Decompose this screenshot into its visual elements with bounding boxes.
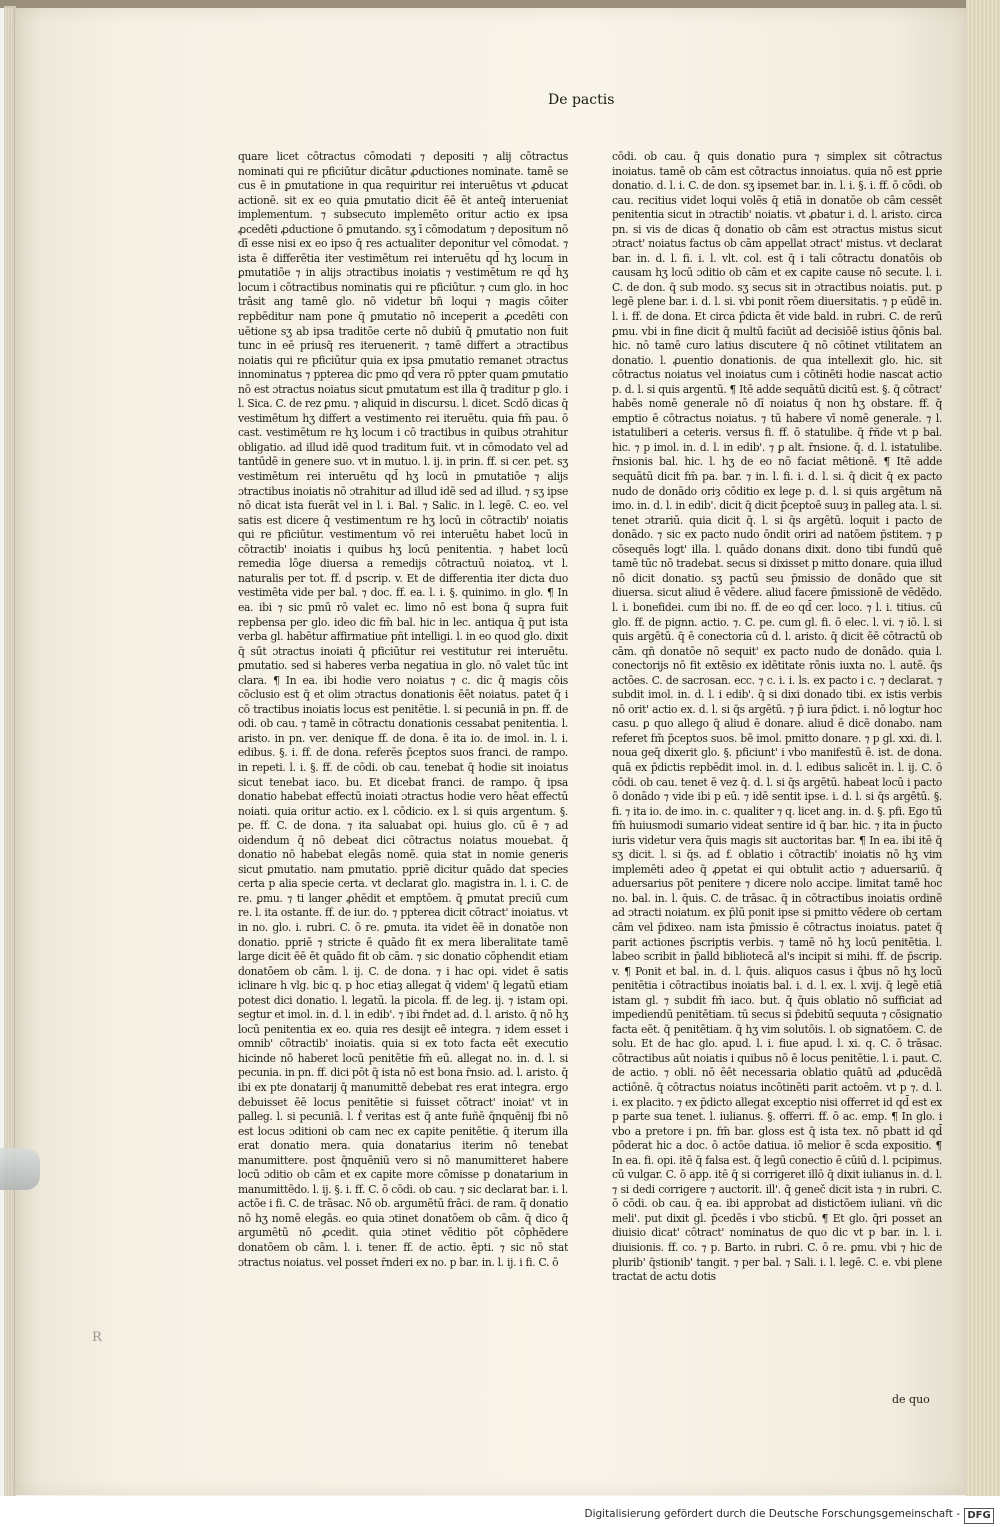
column-left-text: quare licet cōtractus cōmodati ⁊ depositi ⁊ alij cōtractus nominati qui re pficiūtur dicātur ꝓductiones nominate. tamē se cus ē in ꝑmutatione in qua requiritur rei interuētus vt ꝓducat actionē. sit ex eo quia ꝑmutatio dicit ēē ēt anteq̄ interueniat implementum. ⁊ subsecuto implemēto oritur actio ex ipsa ꝓcedēti ꝓductione ō ꝑmutando. sʒ ī cōmodatum ⁊ depositum nō dī esse nisi ex eo ipso q̄ res actualiter deponitur vel cōmodat. ⁊ ista ē differētia iter vestimētum rei interuētu qd̄ hʒ locum in ꝑmutatiōe ⁊ in alijs ɔtractibus inoiatis ⁊ vestimētum re qd̄ hʒ locum i cōtractibus nominatis qui re pficiūtur. ⁊ cum glo. in hoc trāsit ang tamē glo. nō videtur bn̄ loqui ⁊ magis cōiter repbēditur nam pone q̄ ꝑmutatio nō inceperit a ꝓcedēti con uētione sʒ ab ipsa traditōe certe nō dubiū q̄ ꝑmutatio non fuit tunc in eē priusq̄ res iteruenerit. ⁊ tamē differt a ɔtractibus noiatis qui re pficiūtur quia ex ipsa ꝑmutatio remanet ɔtractus innominatus ⁊ ppterea dic pmo qd̄ vera rō ppter quam ꝑmutatio nō est ɔtractus noiatus sicut ꝑmutatum est illa q̄ traditur p glo. i l. Sica. C. de rez ꝑmu. ⁊ aliquid in discursu. l. dicet. Scdō dicas q̄ vestimētum hʒ differt a vestimento rei iteruētu. quia fm̄ pau. ō cast. vestimētum re hʒ locum i cō tractibus in quibus ɔtrahitur obligatio. ad illud idē quod traditum fuit. vt in cōmodato vel ad tantūdē in genere suo. vt in mutuo. l. ij. in prin. ff. si cer. pet. sʒ vestimētum rei interuētu qd̄ hʒ locū in ꝑmutatiōe ⁊ alijs ɔtractibus inoiatis nō ɔtrahitur ad illud idē sed ad illud. ⁊ sʒ ipse nō dicat ista fuerāt vel in l. i. Bal. ⁊ Salic. in l. legē. C. eo. vel satis est dicere q̄ vestimentum re hʒ locū in cōtractib' noiatis qui re pficiūtur. vestimentum vō rei interuētu habet locū in cōtractib' inoiatis i quibus hʒ locū penitentia. ⁊ habet locū remedia lōge diuersa a remedijs cōtractuū noiatoꝝ. vt l. naturalis per tot. ff. ḋ pscrip. v. Et de differentia iter dicta duo vestimēta vide per bal. ⁊ doc. ff. ea. l. i. §. quinimo. in glo. ¶ In ea. ibi ⁊ sic pmū rō valet ec. limo nō est bona q̄ supra fuit repbensa per glo. ideo dic fm̄ bal. hic in lec. antiqua q̄ put ista verba gl. habētur affirmatiue pñt intelligi. l. in eo quod glo. dixit q̄ sūt ɔtractus inoiati q̄ pficiūtur rei vestitutur rei interuētu. ꝑmutatio. sed si haberes verba negatiua in glo. nō valet tūc int clara. ¶ In ea. ibi hodie vero noiatus ⁊ c. dic q̄ magis cōis cōclusio est q̄ et olim ɔtractus donationis ēēt noiatus. patet q̄ i cō tractibus inoiatis locus est penitētie. l. si pecuniā in pn. ff. de odi. ob cau. ⁊ tamē in cōtractu donationis cessabat penitentia. l. aristo. in pn. ver. denique ff. de dona. ē ita io. de imol. in. l. i. edibus. §. i. ff. de dona. referēs p̄ceptos suos franci. de rampo. in repeti. l. i. §. ff. de cōdi. ob cau. tenebat q̄ hodie sit inoiatus sicut tenebat iaco. bu. Et dicebat franci. de rampo. q̄ ipsa donatio habebat effectū inoiati ɔtractus hodie vero hēat effectū noiati. quia oritur actio. ex l. cōdicio. ex l. si quis argentum. §. pe. ff. C. de dona. ⁊ ita saluabat opi. huius glo. cū ē ⁊ ad oidendum q̄ nō debeat dici cōtractus noiatus mouebat. q̄ donatio nō habebat elegās nomē. quia stat in nomie generis sicut ꝑmutatio. nam ꝑmutatio. ppriē dicitur quādo dat species certa p alia specie certa. vt declarat glo. magistra in. l. i. C. de re. ꝑmu. ⁊ ti langer ꝓhēdit et emptōem. q̄ ꝑmutat preciū cum re. l. ita ostante. ff. de iur. do. ⁊ ppterea dicit cōtract' inoiatus. vt in no. glo. i. rubri. C. ō re. ꝑmuta. ita videt ēē in donatōe non donatio. ppriē ⁊ stricte ē quādo fit ex mera liberalitate tamē large dicit ēē ēt quādo fit ob cām. ⁊ sic donatio cōphendit etiam donatōem ob cām. l. ij. C. de dona. ⁊ i hac opi. videt ē satis iclinare h vlg. bic q. p hoc etiaȝ allegat q̄ videm' q̄ legatū etiam potest dici donatio. l. legatū. la picola. ff. de leg. ij. ⁊ istam opi. segtur et imol. in. d. l. in edib'. ⁊ ibi r̄ndet ad. d. l. aristo. q̄ nō hʒ locū penitentia ex eo. quia res desijt eē integra. ⁊ idem esset i omnib' cōtractib' inoiatis. quia si ex toto facta eēt executio hicinde nō haberet locū penitētie fm̄ eū. allegat no. in. d. l. si pecunia. in pn. ff. dici pōt q̄ ista nō est bona r̄nsio. ad. l. aristo. q̄ ibi ex pte donatarij q̄ manumittē debebat res erat integra. ergo debuisset ēē locus penitētie si fuisset cōtract' inoiat' vt in palleg. l. si pecuniā. l. ḟ veritas est q̄ ante fuñē q̄nquēnij fbi nō est locus ɔditioni ob cam nec ex capite penitētie. q̄ iterum illa erat donatio mera. quia donatarius iterim nō tenebat manumittere. post q̄nquēniū vero si nō manumitteret habere locū ɔditio ob cām et ex capite more cōmisse p donatarium in manumittēdo. l. ij. §. i. ff. C. ō cōdi. ob cau. ⁊ sic declarat bar. i. l. actōe i fi. C. de trāsac. Nō ob. argumētū frāci. de ram. q̄ donatio nō hʒ nomē elegās. eo quia ɔtinet donatōem ob cām. q̄ dico q̄ argumētū nō ꝓcedit. quia ɔtinet vēditio pōt cōphēdere donatōem ob cām. l. i. tener. ff. de actio. ēpti. ⁊ sic nō stat ɔtractus noiatus. vel posset r̄nderi ex no. p bar. in. l. ij. i fi. C. ō [238,150,568,1269]
digitization-footer [0,1505,1000,1527]
scan-top-border [0,0,1000,8]
dfg-logo-icon: DFG [964,1508,994,1524]
text-column-left [238,150,568,1402]
book-clamp [0,1148,40,1190]
page-stack-right [966,0,1000,1505]
pencil-note: R [92,1330,102,1345]
column-right-text: cōdi. ob cau. q̄ quis donatio pura ⁊ simplex sit cōtractus inoiatus. tamē ob cām est cōtractus innoiatus. quia nō est ꝑprie donatio. d. l. i. C. de don. sʒ ipsemet bar. in. l. i. §. i. ff. ō cōdi. ob cau. recitius videt loqui volēs q̄ etiā in donatōe ob cām cessēt penitentia sicut in ɔtractib' noiatis. vt ꝓbatur i. d. l. aristo. circa pn. si vis de dicas q̄ donatio ob cām est ɔtractus mistus sicut ɔtract' noiatus factus ob cām appellat ɔtract' mistus. vt declarat bar. in. d. l. fi. i. l. vlt. col. est q̄ i tali cōtractu donatōis ob causam hʒ locū ɔditio ob cām et ex capite cause nō secute. l. i. C. de don. q̄ sub modo. sʒ secus sit in ɔtractibus noiatis. put. p legē plene bar. i. d. l. si. vbi ponit rōem diuersitatis. ⁊ p eūdē in. l. i. ff. de dona. Et circa p̄dicta ēt vide bald. in rubri. C. de rerū ꝑmu. vbi in fine dicit q̄ multū faciūt ad decisiōē istius q̄ōnis bal. hic. nō tamē curo latius discutere q̄ nō cōtinet vtilitatem an donatio. l. ꝓuentio donationis. de qua intellexit glo. hic. sit cōtractus noiatus vel inoiatus cum i cōtinēti hodie nascat actio p. d. l. si quis argentū. ¶ Itē adde sequātū dicitū est. §. q̄ cōtract' habēs nomē generale nō dī noiatus q̄ non hʒ obstare. ff. q̄ emptio ē cōtractus noiatus. ⁊ tū habere vī nomē generale. ⁊ l. istatuliberi a ceteris. versus fi. ff. ō statulibe. q̄ r̄ñde vt p bal. hic. ⁊ p imol. in. d. l. in edib'. ⁊ ꝑ alt. r̄nsione. q̄. d. l. istatulibe. r̄nsionis bal. hic. l. hʒ de eo nō faciat mētionē. ¶ Itē adde sequātū dicit fm̄ pa. bar. ⁊ in. l. fi. i. d. l. si. q̄ dicit q̄ ex pacto nudo de donādo oriȝ cōditio ex lege p. d. l. si quis argētum nā imo. in. d. l. in edib'. dicit q̄ dicit p̄ceptoē suuȝ in palleg ata. l. si. tenet ɔtrariū. quia dicit q̄. l. si q̄s argētū. loquit i pacto de donādo. ⁊ sic ex pacto nudo ōndit oriri ad natōem p̄stitem. ⁊ p cōsequēs logt' illa. l. quādo donans dixit. dono tibi fundū quē tamē tūc nō tradebat. secus si dixisset p mitto donare. quia illud nō dicit donatio. sʒ pactū seu p̄missio de donādo que sit diuersa. sicut aliud ē vēdere. aliud facere p̄missionē de vēdēdo. l. i. bonefidei. cum ibi no. ff. de eo qd̄ cer. loco. ⁊ l. i. titius. cū glo. ff. de pignn. actio. ⁊. C. pe. cum gl. fi. ō elec. l. vi. ⁊ iō. l. si quis argētū. q̄ ē conectoria cū d. l. aristo. q̄ dicit ēē cōtractū ob cām. qn̄ donatōe nō sequit' ex pacto nudo de donādo. quia l. conectorijs nō fit extēsio ex idētitate rōnis iuxta no. l. autē. q̄s actōes. C. de sacrosan. ecc. ⁊ c. i. i. ls. ex pacto i c. ⁊ declarat. ⁊ subdit imol. in. d. l. i edib'. q̄ si dixi donado tibi. ex istis verbis nō orit' actio ex. d. l. si q̄s argētū. ⁊ p̄ iura p̄dict. i. nō logtur hoc casu. ꝑ quo allego q̄ aliud ē donare. aliud ē dicē donabo. nam referet fm̄ p̄ceptos suos. bē imol. pmitto donare. ⁊ p gl. xxi. di. l. noua geq̄ dixerit glo. §. pficiunt' i vbo manifestū ē. ist. de dona. quā ex p̄dictis repbēdit imol. in. d. l. edibus salicēt in. l. ij. C. ō cōdi. ob cau. tenet ē vez q̄. d. l. si q̄s argētū. habeat locū i pacto ō donādo ⁊ vide ibi p eū. ⁊ idē sentit ipse. i. d. l. si q̄s argētū. §. fi. ⁊ ita io. de imo. in. c. qualiter ⁊ q. licet ang. in. d. §. pfi. Ego tū fm̄ huiusmodi sumario videat sentire id q̄ bar. hic. ⁊ ita in p̄ucto iuris videtur vera q̄uis magis sit auctoritas bar. ¶ In ea. ibi itē q̄ sʒ dicit. l. si q̄s. ad f. oblatio i cōtractib' inoiatis nō hʒ vim implemēti adeo q̄ ꝓpetat ei qui obtulit actio ⁊ aduersariū. q̄ aduersarius pōt penitere ⁊ dicere nolo accipe. limitat tamē hoc no. bal. in. l. q̄uis. C. de trāsac. q̄ in cōtractibus inoiatis ordinē ad ɔtracti noiatum. ex p̄lū ponit ipse si pmitto vēdere ob certam cām vel p̄dixeo. nam ista p̄missio ē cōtractus inoiatus. patet q̄ parit actiones p̄scriptis verbis. ⁊ tamē nō hʒ locū penitētia. l. labeo scribit in p̄alld bibliotecā al's incipit si mihi. ff. de p̄scrip. v. ¶ Ponit et bal. in. d. l. q̄uis. aliquos casus i q̄bus nō hʒ locū penitētia i cōtractibus inoiatis bal. i. d. l. ex. l. xvij. q̄ legē etiā istam gl. ⁊ subdit fm̄ iaco. but. q̄ q̄uis oblatio nō sufficiat ad impediendū penitētiam. tū secus si p̄debitū sequuta ⁊ cōsignatio facta eēt. q̄ penitētiam. q̄ hʒ vim solutōis. l. ob signatōem. C. de solu. Et de hac glo. apud. l. i. fiue apud. l. xi. q. C. ō trāsac. cōtractibus aūt noiatis i quibus nō ē locus penitētie. l. i. paut. C. de actio. ⁊ obli. nō ēēt necessaria oblatio quātū ad ꝓducēdā actiōnē. q̄ cōtractus noiatus incōtinēti parit actoēm. vt p ⁊. d. l. i. ex placito. ⁊ ex p̄dicto allegat exceptio nisi offerret id qd̄ est ex p parte sua tenet. l. iulianus. §. offerri. ff. ō ac. emp. ¶ In glo. i vbo a pretore i pn. fm̄ bar. gloss est q̄ ista tex. nō pbatt id qd̄ pōderat hic a doc. ō actōe datiua. iō melior ē scda expositio. ¶ In ea. fi. opi. itē q̄ falsa est. q̄ legū conectio ē cūiū d. l. pcipimus. cū vulgar. C. ō app. itē q̄ si corrigeret illō q̄ dixit iulianus in. d. l. ⁊ si dedi corrigere ⁊ auctorit. ill'. q̄ geneč dicit ista ⁊ in rubri. C. ō cōdi. ob cau. q̄ ea. ibi approbat ad distictōem iuliani. vñ dic meli'. put dixit gl. p̄cedēs i vbo sticbū. ¶ Et glo. q̄ri posset an diuisio dicat' cōtract' nominatus de quo dic vt p bar. in. l. i. diuisionis. ff. co. ⁊ p. Barto. in rubri. C. ō re. ꝑmu. vbi ⁊ hic de plurib' q̄stionib' tangit. ⁊ per bal. ⁊ Sali. i. l. legē. C. e. vbi plene tractat de actu dotis [612,150,942,1284]
text-column-right [612,150,942,1350]
running-header: De pactis [548,92,615,108]
footer-credit: Digitalisierung gefördert durch die Deutsche Forschungsgemeinschaft - [584,1508,960,1520]
catchword: de quo [892,1393,930,1406]
